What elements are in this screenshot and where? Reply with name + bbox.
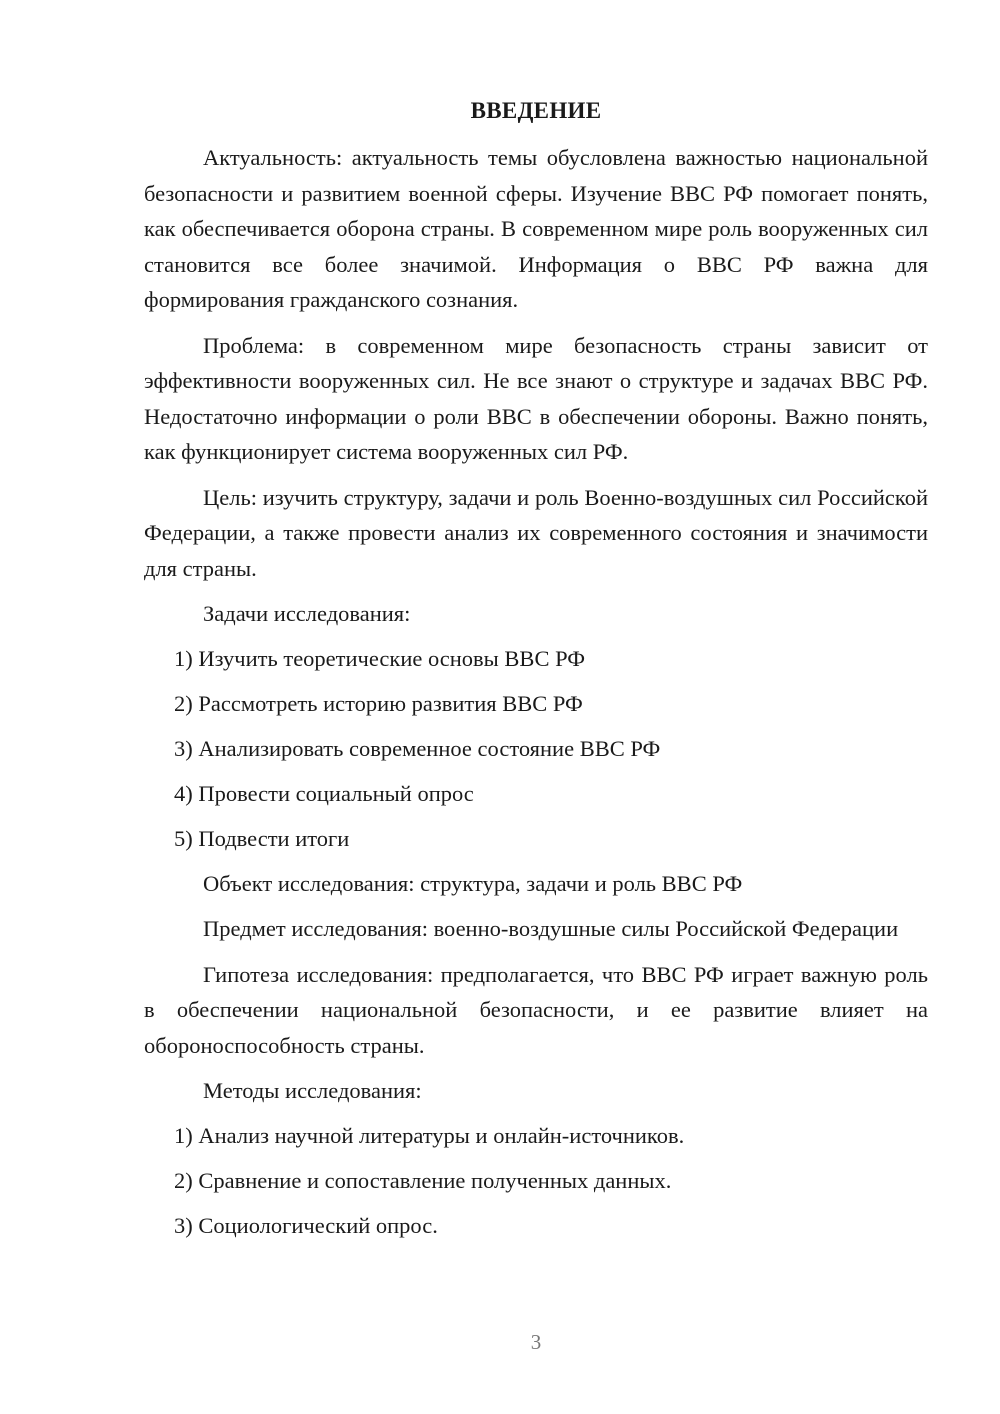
hypothesis-paragraph: Гипотеза исследования: предполагается, что ВВС РФ играет важную роль в обеспечении национальной безопасности, и ее развитие влияет на обороноспособность страны. (144, 961, 928, 1058)
list-item: 3) Социологический опрос. (174, 1213, 438, 1238)
tasks-heading: Задачи исследования: (203, 601, 411, 626)
goal-paragraph: Цель: изучить структуру, задачи и роль Военно-воздушных сил Российской Федерации, а также провести анализ их современного состояния и значимости для страны. (144, 484, 928, 581)
object-line: Объект исследования: структура, задачи и роль ВВС РФ (203, 871, 743, 896)
section-title: ВВЕДЕНИЕ (470, 98, 602, 123)
list-item: 1) Изучить теоретические основы ВВС РФ (174, 646, 585, 671)
methods-heading: Методы исследования: (203, 1078, 422, 1103)
list-item: 2) Рассмотреть историю развития ВВС РФ (174, 691, 583, 716)
page-number: 3 (530, 1330, 542, 1354)
list-item: 1) Анализ научной литературы и онлайн-источников. (174, 1123, 685, 1148)
relevance-paragraph: Актуальность: актуальность темы обусловлена важностью национальной безопасности и развитием военной сферы. Изучение ВВС РФ помогает понять, как обеспечивается оборона страны. В современном мире роль вооруженных сил становится все более значимой. Информация о ВВС РФ важна для формирования гражданского сознания. (144, 145, 928, 312)
subject-paragraph: Предмет исследования: военно-воздушные силы Российской Федерации (203, 916, 899, 941)
tasks-list (144, 641, 928, 856)
list-item: 5) Подвести итоги (174, 826, 350, 851)
methods-list (144, 1118, 928, 1243)
list-item: 3) Анализировать современное состояние ВВС РФ (174, 736, 661, 761)
list-item: 4) Провести социальный опрос (174, 781, 474, 806)
document-page (144, 93, 928, 1253)
list-item: 2) Сравнение и сопоставление полученных данных. (174, 1168, 672, 1193)
problem-paragraph: Проблема: в современном мире безопасность страны зависит от эффективности вооруженных сил. Не все знают о структуре и задачах ВВС РФ. Недостаточно информации о роли ВВС в обеспечении обороны. Важно понять, как функционирует система вооруженных сил РФ. (144, 332, 928, 464)
